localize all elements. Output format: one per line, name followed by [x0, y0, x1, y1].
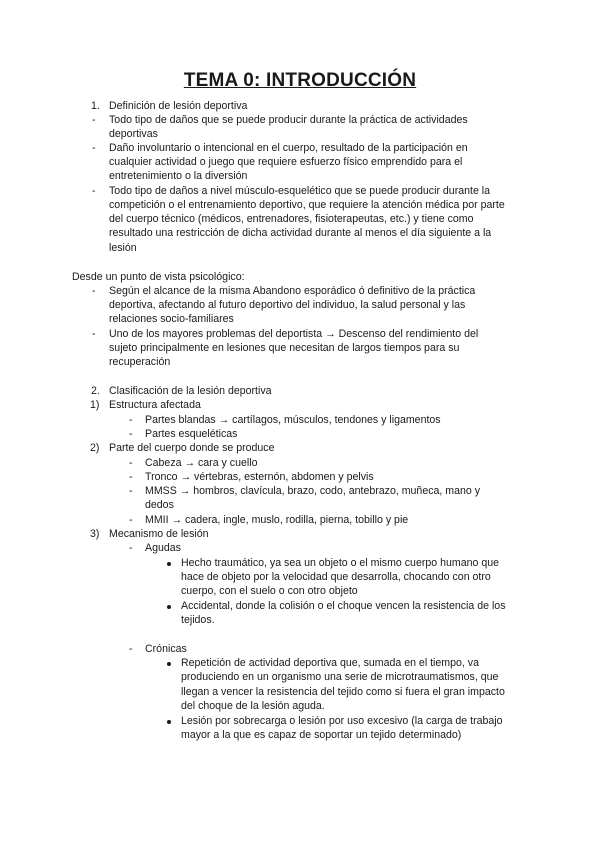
list-item-line: deportivas [109, 128, 158, 140]
list-item-line: cualquier actividad o juego que requiere esfuerzo físico emprendido para el [109, 156, 463, 168]
subsection-number: 3) [90, 528, 100, 540]
list-item-line: Hecho traumático, ya sea un objeto o el mismo cuerpo humano que [181, 557, 499, 569]
section-number: 2. [91, 385, 100, 397]
bullet-icon [167, 720, 171, 724]
list-item-line: dedos [145, 499, 174, 511]
list-item-line: relaciones socio-familiares [109, 313, 234, 325]
subsection-label: Estructura afectada [109, 399, 201, 411]
page-title: TEMA 0: INTRODUCCIÓN [183, 70, 417, 91]
list-item-line: Cabeza → cara y cuello [145, 457, 258, 469]
dash-marker: - [92, 142, 96, 154]
dash-marker: - [129, 485, 133, 497]
list-item-line: Todo tipo de daños que se puede producir durante la práctica de actividades [109, 114, 468, 126]
list-item-line: Daño involuntario o intencional en el cuerpo, resultado de la participación en [109, 142, 468, 154]
list-item-line: tejidos. [181, 614, 215, 626]
list-item-line: mayor a la que es capaz de soportar un tejido determinado) [181, 729, 462, 741]
section-heading: Definición de lesión deportiva [109, 100, 248, 112]
dash-marker: - [129, 471, 133, 483]
subsection-label: Mecanismo de lesión [109, 528, 209, 540]
list-item-line: del cuerpo técnico (médicos, entrenadores, fisioterapeutas, etc.) y tiene como [109, 213, 474, 225]
dash-marker: - [92, 185, 96, 197]
list-item-line: sujeto principalmente en lesiones que necesitan de largos tiempos para su [109, 342, 460, 354]
list-item-line: resultado una restricción de dicha actividad durante al menos el día siguiente a la [109, 227, 492, 239]
bullet-icon [167, 662, 171, 666]
dash-marker: - [92, 114, 96, 126]
bullet-icon [167, 562, 171, 566]
bullet-icon [167, 605, 171, 609]
list-item-line: produciendo en un organismo una serie de microtraumatismos, que [181, 671, 499, 683]
list-item-line: Todo tipo de daños a nivel músculo-esquelético que se puede producir durante la [109, 185, 491, 197]
category-label: Crónicas [145, 643, 187, 655]
list-item-line: cuerpo, con el suelo o con otro objeto [181, 585, 358, 597]
dash-marker: - [129, 428, 133, 440]
section-number: 1. [91, 100, 100, 112]
list-item-line: competición o el entrenamiento deportivo, que requiere la atención médica por parte [109, 199, 505, 211]
section-heading: Clasificación de la lesión deportiva [109, 385, 272, 397]
list-item-line: Uno de los mayores problemas del deportista → Descenso del rendimiento del [109, 328, 479, 340]
list-item-line: MMSS → hombros, clavícula, brazo, codo, antebrazo, muñeca, mano y [145, 485, 481, 497]
dash-marker: - [129, 457, 133, 469]
dash-marker: - [92, 328, 96, 340]
dash-marker: - [129, 514, 133, 526]
list-item-line: Accidental, donde la colisión o el choque vencen la resistencia de los [181, 600, 506, 612]
subsection-number: 1) [90, 399, 100, 411]
subsection-label: Parte del cuerpo donde se produce [109, 442, 275, 454]
dash-marker: - [129, 643, 133, 655]
list-item-line: Repetición de actividad deportiva que, sumada en el tiempo, va [181, 657, 479, 669]
list-item-line: Según el alcance de la misma Abandono esporádico ó definitivo de la práctica [109, 285, 476, 297]
list-item-line: entretenimiento o la diversión [109, 170, 248, 182]
subsection-number: 2) [90, 442, 100, 454]
dash-marker: - [129, 542, 133, 554]
list-item-line: Partes esqueléticas [145, 428, 238, 440]
dash-marker: - [92, 285, 96, 297]
list-item-line: deportiva, afectando al futuro deportivo del individuo, la salud personal y las [109, 299, 466, 311]
list-item-line: hace de objeto por la velocidad que desarrolla, chocando con otro [181, 571, 491, 583]
list-item-line: MMII → cadera, ingle, muslo, rodilla, pierna, tobillo y pie [145, 514, 409, 526]
list-item-line: del choque de la lesión aguda. [181, 700, 325, 712]
list-item-line: Lesión por sobrecarga o lesión por uso excesivo (la carga de trabajo [181, 715, 503, 727]
category-label: Agudas [145, 542, 181, 554]
list-item-line: Tronco → vértebras, esternón, abdomen y pelvis [145, 471, 374, 483]
list-item-line: recuperación [109, 356, 171, 368]
dash-marker: - [129, 414, 133, 426]
list-item-line: Partes blandas → cartílagos, músculos, tendones y ligamentos [145, 414, 441, 426]
paragraph-intro: Desde un punto de vista psicológico: [72, 271, 245, 283]
list-item-line: llegan a vencer la resistencia del tejido como si fuera el gran impacto [181, 686, 505, 698]
list-item-line: lesión [109, 242, 137, 254]
